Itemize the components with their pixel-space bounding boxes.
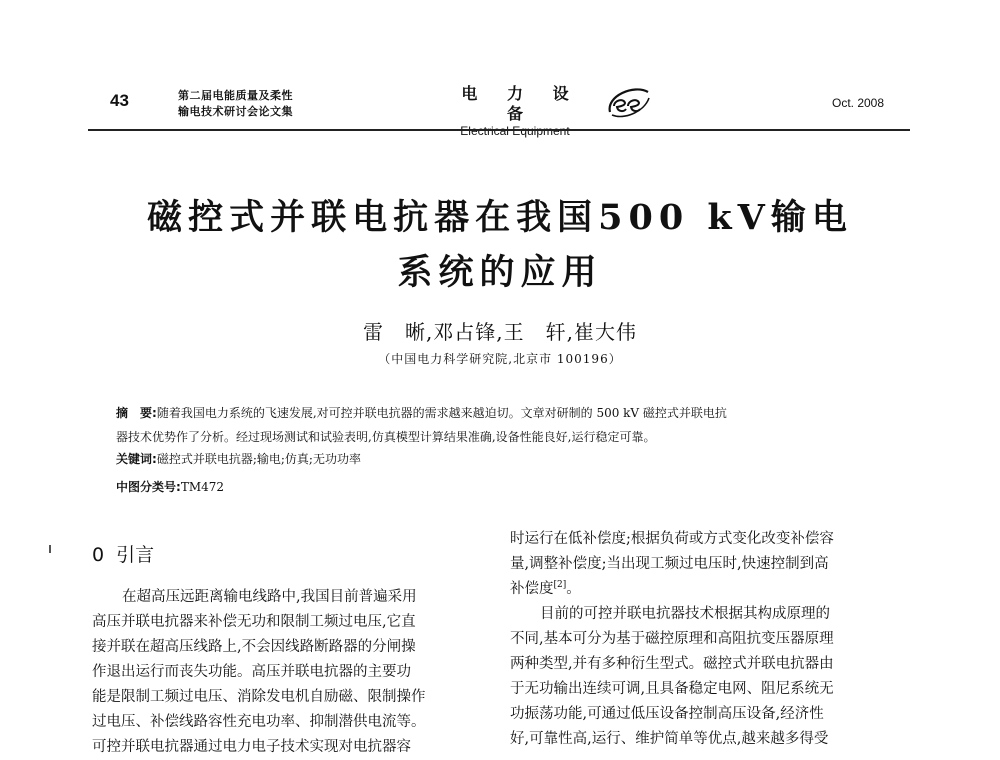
conference-line-1: 第二届电能质量及柔性 <box>178 89 293 102</box>
abstract-text-1: 随着我国电力系统的飞速发展,对可控并联电抗器的需求越来越迫切。文章对研制的 500 kV 磁控式并联电抗 <box>156 406 727 420</box>
ee-logo-icon <box>604 82 652 122</box>
paper-title-line-2: 系统的应用 <box>397 252 603 293</box>
left-line: 在超高压远距离输电线路中,我国目前普遍采用 <box>122 589 417 605</box>
conference-name <box>178 88 293 120</box>
page-number: 43 <box>110 91 129 110</box>
journal-name-cn: 电 力 设 备 <box>461 84 581 123</box>
left-line: 过电压、补偿线路容性充电功率、抑制潜供电流等。 <box>92 714 426 730</box>
classification-code: TM472 <box>180 480 225 494</box>
classification <box>116 479 916 495</box>
left-column <box>92 585 492 760</box>
left-line: 能是限制工频过电压、消除发电机自励磁、限制操作 <box>92 689 426 705</box>
keywords-label: 关键词: <box>116 452 157 466</box>
abstract-line-1 <box>116 405 916 421</box>
left-line: 作退出运行而丧失功能。高压并联电抗器的主要功 <box>92 664 411 680</box>
right-line: 时运行在低补偿度;根据负荷或方式变化改变补偿容 <box>510 531 834 547</box>
authors: 雷 晰,邓占锋,王 轩,崔大伟 <box>362 320 638 344</box>
paper-title-line-1: 磁控式并联电抗器在我国500 kV输电 <box>147 197 853 238</box>
header-rule <box>88 129 910 131</box>
right-column <box>510 527 910 752</box>
right-line: 不同,基本可分为基于磁控原理和高阻抗变压器原理 <box>510 631 834 647</box>
right-line-end: 。 <box>566 581 581 597</box>
right-line: 功振荡功能,可通过低压设备控制高压设备,经济性 <box>510 706 824 722</box>
left-line: 可控并联电抗器通过电力电子技术实现对电抗器容 <box>92 739 411 755</box>
classification-label: 中图分类号: <box>116 480 181 494</box>
keywords <box>116 451 916 467</box>
keywords-text: 磁控式并联电抗器;输电;仿真;无功功率 <box>156 452 361 466</box>
affiliation: （中国电力科学研究院,北京市 100196） <box>378 352 622 366</box>
citation-ref: [2] <box>553 580 567 590</box>
issue-date: Oct. 2008 <box>832 96 885 110</box>
margin-mark <box>49 545 51 553</box>
right-line: 好,可靠性高,运行、维护简单等优点,越来越多得受 <box>510 731 829 747</box>
section-number: 0 <box>92 544 105 566</box>
left-line: 高压并联电抗器来补偿无功和限制工频过电压,它直 <box>92 614 416 630</box>
abstract-line-2: 器技术优势作了分析。经过现场测试和试验表明,仿真模型计算结果准确,设备性能良好,运行稳定可靠。 <box>116 430 656 444</box>
right-line-text: 补偿度 <box>510 581 554 597</box>
right-line <box>510 577 910 602</box>
journal-name-en: Electrical Equipment <box>460 124 570 138</box>
right-line: 目前的可控并联电抗器技术根据其构成原理的 <box>540 606 830 622</box>
section-title: 引言 <box>116 544 155 566</box>
abstract-label: 摘 要: <box>116 406 157 420</box>
left-line: 接并联在超高压线路上,不会因线路断路器的分闸操 <box>92 639 416 655</box>
paper-title <box>90 190 910 300</box>
right-line: 两种类型,并有多种衍生型式。磁控式并联电抗器由 <box>510 656 834 672</box>
right-line: 量,调整补偿度;当出现工频过电压时,快速控制到高 <box>510 556 829 572</box>
section-heading <box>92 540 154 567</box>
conference-line-2: 输电技术研讨会论文集 <box>178 105 293 118</box>
right-line: 于无功输出连续可调,且具备稳定电网、阻尼系统无 <box>510 681 834 697</box>
